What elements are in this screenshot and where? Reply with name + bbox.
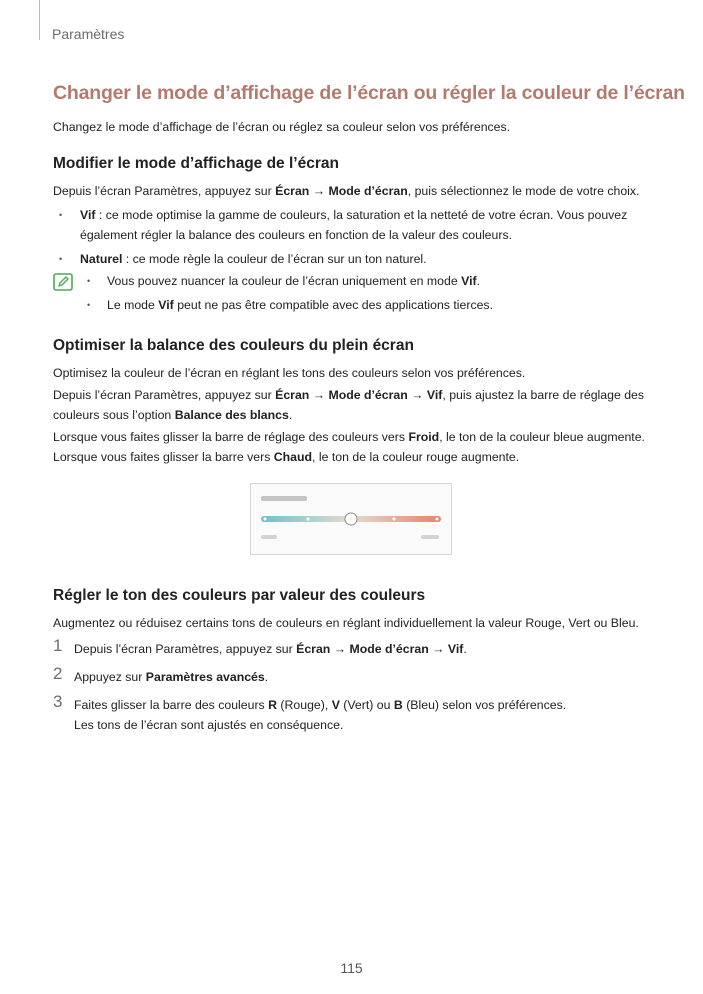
rgb-paragraph: Augmentez ou réduisez certains tons de couleurs en réglant individuellement la valeur Rouge, Vert ou Bleu. — [53, 616, 639, 630]
page-title: Changer le mode d’affichage de l’écran ou régler la couleur de l’écran — [53, 82, 685, 104]
step-number: 3 — [53, 692, 63, 711]
track-dot — [393, 518, 396, 521]
note-list — [53, 271, 653, 315]
track-dot — [264, 518, 267, 521]
blurred-label — [261, 496, 307, 501]
section-heading-display-mode: Modifier le mode d’affichage de l’écran — [53, 155, 339, 172]
step-item: 3 Faites glisser la barre des couleurs R (Rouge), V (Vert) ou B (Bleu) selon vos préférences. Les tons de l’écran sont ajustés en conséquence. — [53, 692, 567, 732]
step-number: 2 — [53, 664, 63, 683]
section-heading-rgb: Régler le ton des couleurs par valeur des couleurs — [53, 587, 426, 604]
balance-paragraph-2: Depuis l’écran Paramètres, appuyez sur Écran → Mode d’écran → Vif, puis ajustez la barre de réglage des couleurs sous l’option Balance des blancs. — [53, 388, 645, 422]
white-balance-screenshot — [251, 484, 451, 554]
page-number: 115 — [340, 960, 363, 976]
balance-paragraph-3: Lorsque vous faites glisser la barre de réglage des couleurs vers Froid, le ton de la couleur bleue augmente. Lorsque vous faites glisser la barre vers Chaud, le ton de la couleur rouge augmente. — [53, 430, 645, 464]
white-balance-slider-thumb[interactable] — [345, 513, 357, 525]
track-dot — [436, 518, 439, 521]
white-balance-figure — [250, 483, 452, 555]
note-item: • Le mode Vif peut ne pas être compatible avec des applications tierces. — [53, 295, 653, 315]
section-label: Paramètres — [52, 26, 125, 42]
rgb-steps — [53, 636, 653, 735]
balance-paragraph-1: Optimisez la couleur de l’écran en réglant les tons des couleurs selon vos préférences. — [53, 366, 526, 380]
list-item-vif: • Vif : ce mode optimise la gamme de couleurs, la saturation et la netteté de votre écran. Vous pouvez également régler la balance des couleurs en fonction de la valeur des couleurs. — [53, 205, 653, 245]
section-heading-balance: Optimiser la balance des couleurs du plein écran — [53, 337, 414, 354]
blurred-label-cold — [261, 535, 277, 539]
step-item: 1 Depuis l’écran Paramètres, appuyez sur Écran → Mode d’écran → Vif. — [53, 636, 467, 656]
note-item: • Vous pouvez nuancer la couleur de l’écran uniquement en mode Vif. — [53, 271, 653, 291]
note-box — [53, 271, 653, 315]
intro-paragraph: Changez le mode d’affichage de l’écran ou réglez sa couleur selon vos préférences. — [53, 120, 511, 134]
step-number: 1 — [53, 636, 63, 655]
step-item: 2 Appuyez sur Paramètres avancés. — [53, 664, 269, 684]
track-dot — [307, 518, 310, 521]
main-content — [53, 82, 685, 743]
blurred-label-warm — [421, 535, 439, 539]
display-mode-list — [53, 205, 653, 269]
header-rule — [39, 0, 40, 40]
list-item-naturel: • Naturel : ce mode règle la couleur de l’écran sur un ton naturel. — [53, 249, 653, 269]
display-mode-paragraph: Depuis l’écran Paramètres, appuyez sur Écran → Mode d’écran, puis sélectionnez le mode de votre choix. — [53, 184, 640, 198]
